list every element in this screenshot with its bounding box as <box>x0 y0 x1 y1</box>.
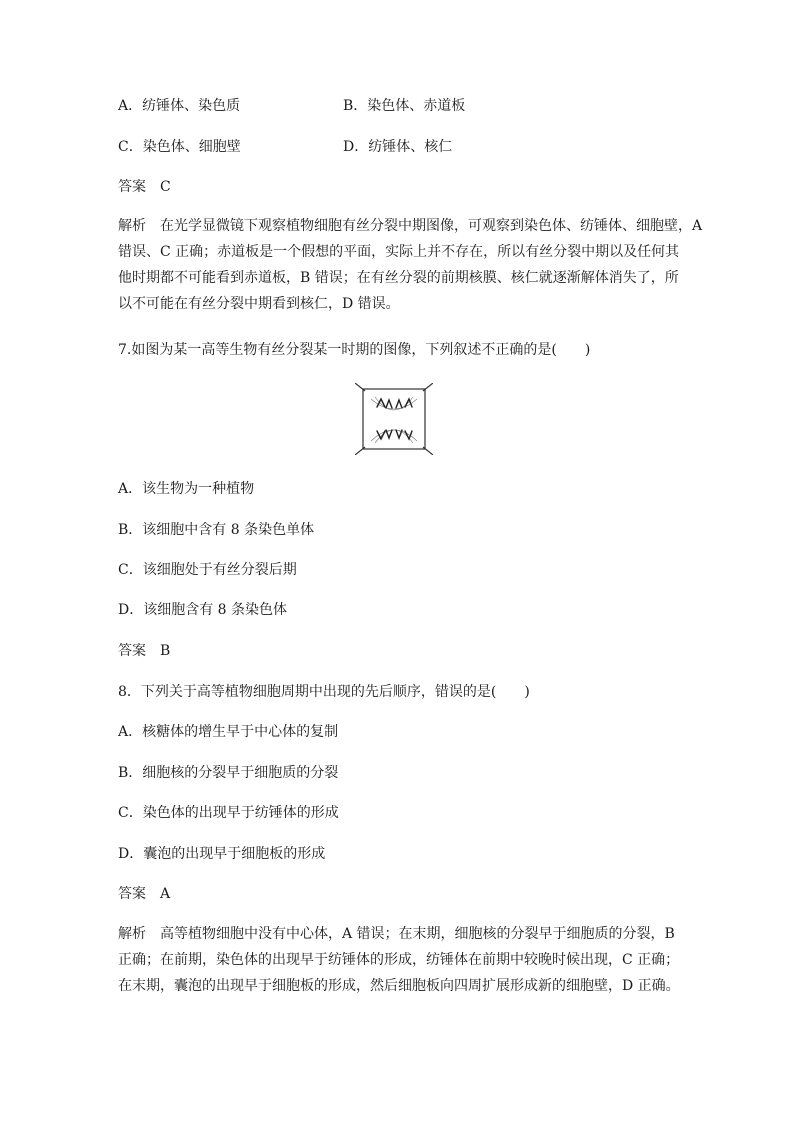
q7-option-b: B．该细胞中含有 8 条染色单体 <box>118 522 315 538</box>
q6-option-c: C．染色体、细胞壁 <box>118 139 241 155</box>
chromosome <box>386 400 392 408</box>
q6-answer: 答案 C <box>118 179 171 195</box>
q8-answer: 答案 A <box>118 886 171 902</box>
q7-option-a: A．该生物为一种植物 <box>118 481 255 497</box>
q8-analysis: 解析 高等植物细胞中没有中心体，A 错误；在末期，细胞核的分裂早于细胞质的分裂，B 正确；在前期，染色体的出现早于纺锤体的形成，纺锤体在前期中较晚时候出现，C 正确； 在末期，囊泡的出现早于细胞板的形成，然后细胞板向四周扩展形成新的细胞壁，D 正确。 <box>118 926 680 994</box>
q8-option-b: B．细胞核的分裂早于细胞质的分裂 <box>118 765 339 781</box>
chromosome <box>396 400 402 408</box>
q7-option-d: D．该细胞含有 8 条染色体 <box>118 602 288 618</box>
mitosis-cell-figure <box>355 383 433 455</box>
cell-wall-corner <box>355 383 365 391</box>
q8-stem: 8．下列关于高等植物细胞周期中出现的先后顺序，错误的是( ) <box>118 684 530 700</box>
q7-option-c: C．该细胞处于有丝分裂后期 <box>118 562 297 578</box>
cell-wall-corner <box>423 383 433 391</box>
q7-stem: 7.如图为某一高等生物有丝分裂某一时期的图像，下列叙述不正确的是( ) <box>118 342 591 358</box>
chromosome <box>405 399 412 407</box>
q8-option-d: D．囊泡的出现早于细胞板的形成 <box>118 846 326 862</box>
q7-answer: 答案 B <box>118 643 171 659</box>
q8-option-a: A．核糖体的增生早于中心体的复制 <box>118 724 339 740</box>
q6-option-a: A．纺锤体、染色质 <box>118 98 241 114</box>
q6-option-b: B．染色体、赤道板 <box>343 98 466 114</box>
q6-option-d: D．纺锤体、核仁 <box>343 139 453 155</box>
cell-wall-corner <box>423 447 433 455</box>
q6-analysis: 解析 在光学显微镜下观察植物细胞有丝分裂中期图像，可观察到染色体、纺锤体、细胞壁，A 错误、C 正确；赤道板是一个假想的平面，实际上并不存在，所以有丝分裂中期以及任何其 他时期都不可能看到赤道板，B 错误；在有丝分裂的前期核膜、核仁就逐渐解体消失了，所 以不可能在有丝分裂中期看到核仁，D 错误。 <box>118 218 703 312</box>
q8-option-c: C．染色体的出现早于纺锤体的形成 <box>118 805 339 821</box>
cell-wall-corner <box>355 447 365 455</box>
